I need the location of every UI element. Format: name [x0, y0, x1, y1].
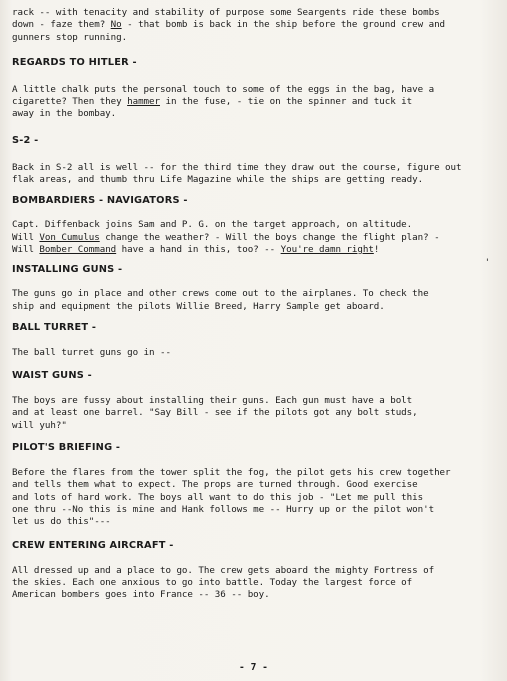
- section-body-crew-entering-aircraft: [12, 565, 485, 602]
- text-line: American bombers goes into France -- 36 -- boy.: [12, 589, 270, 601]
- text-line: and tells them what to expect. The props are turned through. Good exercise: [12, 479, 418, 491]
- section-heading-waist-guns: WAIST GUNS -: [12, 370, 92, 382]
- text-line: gunners stop running.: [12, 31, 128, 43]
- text-line: Will Von Cumulus change the weather? - Will the boys change the flight plan? -: [12, 231, 440, 243]
- text-line: flak areas, and thumb thru Life Magazine while the ships are getting ready.: [12, 174, 424, 186]
- section-heading-regards-to-hitler: REGARDS TO HITLER -: [12, 56, 137, 68]
- text-line: and at least one barrel. "Say Bill - see if the pilots got any bolt studs,: [12, 407, 418, 419]
- text-line: will yuh?": [12, 419, 67, 431]
- text-line: Will Bomber Command have a hand in this, too? -- You're damn right!: [12, 243, 380, 255]
- text-line: down - faze them? No - that bomb is back in the ship before the ground crew and: [12, 19, 446, 31]
- section-heading-pilots-briefing: PILOT'S BRIEFING -: [12, 442, 121, 454]
- section-body-pilots-briefing: [12, 467, 485, 528]
- section-body-ball-turret: [12, 347, 485, 359]
- section-heading-crew-entering-aircraft: CREW ENTERING AIRCRAFT -: [12, 539, 174, 551]
- text-line: The ball turret guns go in --: [12, 346, 171, 358]
- section-body-bombardiers-navigators: [12, 219, 485, 256]
- intro-paragraph: [12, 7, 485, 44]
- text-line: The boys are fussy about installing their guns. Each gun must have a bolt: [12, 395, 413, 407]
- text-line: the skies. Each one anxious to go into battle. Today the largest force of: [12, 576, 413, 588]
- underlined-text: No: [110, 19, 122, 31]
- text-line: and lots of hard work. The boys all want to do this job - "Let me pull this: [12, 491, 424, 503]
- text-line: rack -- with tenacity and stability of purpose some Seargents ride these bombs: [12, 7, 440, 18]
- underlined-text: hammer: [127, 96, 160, 108]
- section-heading-s2: S-2 -: [12, 134, 39, 146]
- text-line: let us do this"---: [12, 516, 111, 528]
- section-body-installing-guns: [12, 288, 485, 313]
- section-body-s2: [12, 162, 485, 187]
- text-line: away in the bombay.: [12, 108, 117, 120]
- margin-mark: ': [484, 258, 490, 268]
- text-line: cigarette? Then they hammer in the fuse, - tie on the spinner and tuck it: [12, 96, 413, 108]
- section-body-regards-to-hitler: [12, 84, 485, 121]
- text-line: one thru --No this is mine and Hank follows me -- Hurry up or the pilot won't: [12, 503, 435, 515]
- underlined-text: You're damn right: [280, 243, 374, 255]
- section-body-waist-guns: [12, 395, 485, 432]
- section-heading-bombardiers-navigators: BOMBARDIERS - NAVIGATORS -: [12, 195, 188, 207]
- text-line: ship and equipment the pilots Willie Breed, Harry Sample get aboard.: [12, 300, 385, 312]
- text-line: Back in S-2 all is well -- for the third time they draw out the course, figure out: [12, 161, 462, 173]
- underlined-text: Von Cumulus: [39, 231, 100, 243]
- section-heading-ball-turret: BALL TURRET -: [12, 321, 97, 333]
- page-number: - 7 -: [239, 662, 268, 673]
- text-line: A little chalk puts the personal touch to some of the eggs in the bag, have a: [12, 83, 435, 95]
- text-line: All dressed up and a place to go. The crew gets aboard the mighty Fortress of: [12, 564, 435, 576]
- underlined-text: Bomber Command: [39, 243, 117, 255]
- text-line: Capt. Diffenback joins Sam and P. G. on the target approach, on altitude.: [12, 219, 413, 231]
- section-heading-installing-guns: INSTALLING GUNS -: [12, 264, 123, 276]
- text-line: Before the flares from the tower split the fog, the pilot gets his crew together: [12, 467, 451, 479]
- text-line: The guns go in place and other crews come out to the airplanes. To check the: [12, 288, 429, 300]
